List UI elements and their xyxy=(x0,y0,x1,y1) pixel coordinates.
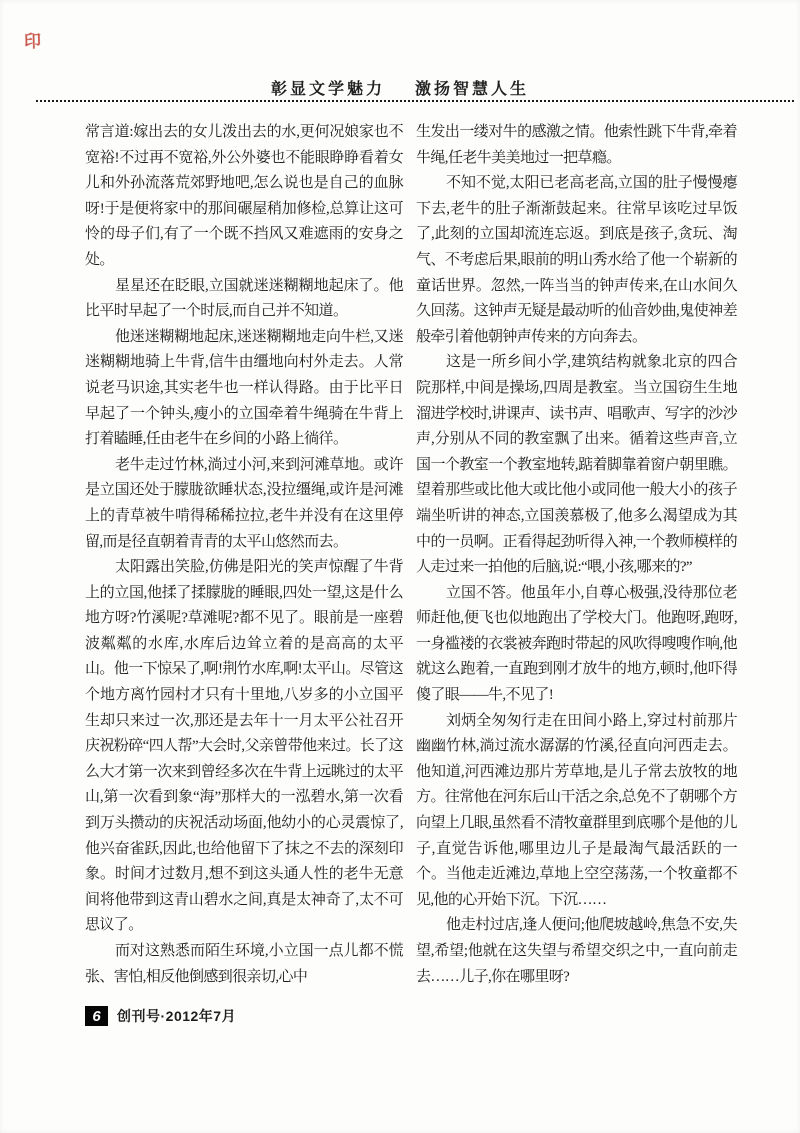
paragraph: 老牛走过竹林,淌过小河,来到河滩草地。或许是立国还处于朦胧欲睡状态,没拉缰绳,或许是河滩上的青草被牛啃得稀稀拉拉,老牛并没有在这里停留,而是径直朝着青青的太平山悠然而去。 xyxy=(85,456,403,550)
paragraph: 常言道:嫁出去的女儿泼出去的水,更何况娘家也不宽裕!不过再不宽裕,外公外婆也不能眼睁睁看着女儿和外孙流落荒郊野地吧,怎么说也是自己的血脉呀!于是便将家中的那间碾屋稍加修检,总算让这可怜的母子们,有了一个既不挡风又难遮雨的安身之处。 xyxy=(85,124,403,268)
issue-label: 创刊号·2012年7月 xyxy=(117,1008,237,1025)
paragraph: 刘炳全匆匆行走在田间小路上,穿过村前那片幽幽竹林,淌过流水潺潺的竹溪,径直向河西走去。他知道,河西滩边那片芳草地,是儿子常去放牧的地方。往常他在河东后山干活之余,总免不了朝哪个方向望上几眼,虽然看不清牧童群里到底哪个是他的儿子,直觉告诉他,哪里边儿子是最淘气最活跃的一个。当他走近滩边,草地上空空荡荡,一个牧童都不见,他的心开始下沉。下沉…… xyxy=(416,712,737,908)
paragraph: 星星还在眨眼,立国就迷迷糊糊地起床了。他比平时早起了一个时辰,而自己并不知道。 xyxy=(85,277,403,320)
dotted-divider xyxy=(36,100,794,102)
red-seal-stamp: 印 xyxy=(23,31,42,52)
header-slogan-left: 彰显文学魅力 xyxy=(270,81,385,98)
paragraph: 生发出一缕对牛的感激之情。他索性跳下牛背,牵着牛绳,任老牛美美地过一把草瘾。 xyxy=(416,124,737,166)
paragraph: 这是一所乡间小学,建筑结构就象北京的四合院那样,中间是操场,四周是教室。当立国窃生生地溜进学校时,讲课声、读书声、唱歌声、写字的沙沙声,分别从不同的教室飘了出来。循着这些声音,立国一个教室一个教室地转,踮着脚靠着窗户朝里瞧。望着那些或比他大或比他小或同他一般大小的孩子端坐听讲的神态,立国羡慕极了,他多么渴望成为其中的一员啊。正看得起劲听得入神,一个教师模样的人走过来一拍他的后脑,说:“喂,小孩,哪来的?” xyxy=(416,354,737,576)
paragraph: 他走村过店,逢人便问;他爬坡越岭,焦急不安,失望,希望;他就在这失望与希望交织之中,一直向前走去……儿子,你在哪里呀? xyxy=(416,917,737,985)
left-text-column xyxy=(85,120,403,990)
header-slogan-right: 激扬智慧人生 xyxy=(415,81,530,98)
paragraph: 不知不觉,太阳已老高老高,立国的肚子慢慢瘪下去,老牛的肚子渐渐鼓起来。往常早该吃过早饭了,此刻的立国却流连忘返。到底是孩子,贪玩、淘气、不考虑后果,眼前的明山秀水给了他一个崭新的童话世界。忽然,一阵当当的钟声传来,在山水间久久回荡。这钟声无疑是最动听的仙音妙曲,鬼使神差般牵引着他朝钟声传来的方向奔去。 xyxy=(416,175,737,345)
page-header xyxy=(0,76,800,99)
paragraph: 他迷迷糊糊地起床,迷迷糊糊地走向牛栏,又迷迷糊糊地骑上牛背,信牛由缰地向村外走去。人常说老马识途,其实老牛也一样认得路。由于比平日早起了一个钟头,瘦小的立国牵着牛绳骑在牛背上打着瞌睡,任由老牛在乡间的小路上徜徉。 xyxy=(85,328,403,448)
page-footer xyxy=(85,1006,403,1026)
right-text-column xyxy=(416,120,737,990)
paragraph: 立国不答。他虽年小,自尊心极强,没待那位老师赶他,便飞也似地跑出了学校大门。他跑呀,跑呀,一身褴褛的衣裳被奔跑时带起的风吹得嗖嗖作响,他就这么跑着,一直跑到刚才放牛的地方,顿时,他吓得傻了眼——牛,不见了! xyxy=(416,584,737,704)
left-column-wrap xyxy=(85,120,403,1026)
paragraph: 太阳露出笑脸,仿佛是阳光的笑声惊醒了牛背上的立国,他揉了揉朦胧的睡眼,四处一望,这是什么地方呀?竹溪呢?草滩呢?都不见了。眼前是一座碧波粼粼的水库,水库后边耸立着的是高高的太平山。他一下惊呆了,啊!荆竹水库,啊!太平山。尽管这个地方离竹园村才只有十里地,八岁多的小立国平生却只来过一次,那还是去年十一月太平公社召开庆祝粉碎“四人帮”大会时,父亲曾带他来过。长了这么大才第一次来到曾经多次在牛背上远眺过的太平山,第一次看到象“海”那样大的一泓碧水,第一次看到万头攒动的庆祝活动场面,他幼小的心灵震惊了,他兴奋雀跃,因此,也给他留下了抹之不去的深刻印象。时间才过数月,想不到这头通人性的老牛无意间将他带到这青山碧水之间,真是太神奇了,太不可思议了。 xyxy=(85,559,403,934)
paragraph: 而对这熟悉而陌生环境,小立国一点儿都不慌张、害怕,相反他倒感到很亲切,心中 xyxy=(85,943,403,985)
page-number-badge: 6 xyxy=(85,1006,108,1026)
